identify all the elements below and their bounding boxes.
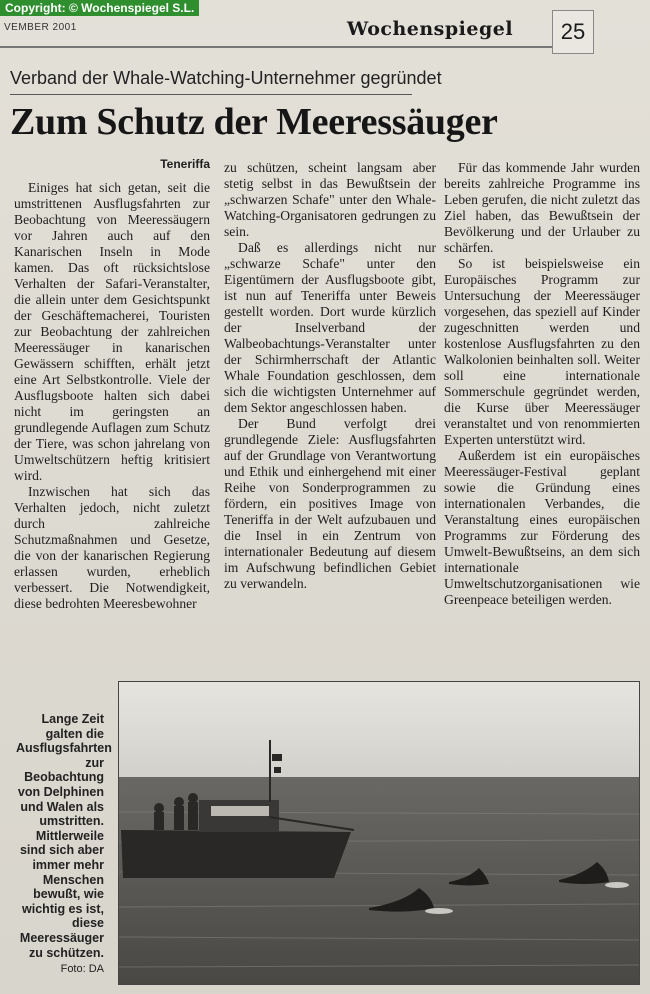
paragraph: Daß es allerdings nicht nur „schwarze Schafe" unter den Eigentümern der Ausflugsboote gibt, ist nun auf Teneriffa unter Beweis gestellt worden. Dort wurde kürzlich der Inselverband der Walbeobachtungs-Veranstalter unter der Schirmherrschaft der Atlantic Whale Foundation geschlossen, dem sich die wichtigsten Unternehmer auf dem Sektor angeschlossen haben. [224,240,436,415]
header-rule [0,46,552,48]
caption-text: Lange Zeit galten die Ausflugsfahrten zur Beobachtung von Delphinen und Walen als umstritten. Mittlerweile sind sich aber immer mehr Menschen bewußt, wie wichtig es ist, diese Meeressäuger zu schützen. [16,712,112,960]
article-kicker: Verband der Whale-Watching-Unternehmer gegründet [10,68,442,88]
article-column-3 [444,160,640,608]
paragraph: Einiges hat sich getan, seit die umstrittenen Ausflugsfahrten zur Beobachtung von Meeressäugern vor Jahren auch auf den Kanarischen Inseln in Mode kamen. Das oft rücksichtslose Verhalten der Safari-Veranstalter, die allein unter dem Gesichtspunkt der Geschäftemacherei, Touristen zur Beobachtung der zahlreichen Meeressäuger in kanarischen Gewässern schifften, erhält jetzt eine Art Selbstkontrolle. Viele der Ausflugsboote halten sich dabei nicht im geringsten an grundlegende Auflagen zum Schutz der Tiere, was schon jahrelang von Umweltschützern heftig kritisiert wird. [14,180,210,483]
page-number: 25 [552,10,594,54]
article-headline: Zum Schutz der Meeressäuger [10,101,498,143]
paragraph: Inzwischen hat sich das Verhalten jedoch, nicht zuletzt durch zahlreiche Schutzmaßnahmen und Gesetze, die von der kanarischen Regierung erlassen wurden, erheblich verbessert. Die Notwendigkeit, diese bedrohten Meeresbewohner [14,484,210,611]
kicker-rule [10,94,412,95]
article-column-1 [14,156,210,612]
paragraph: Für das kommende Jahr wurden bereits zahlreiche Programme ins Leben gerufen, die nicht zuletzt das Ziel haben, das Bewußtsein der Bevölkerung und der Urlauber zu schärfen. [444,160,640,255]
article-column-2 [224,160,436,592]
photo-caption [16,712,112,977]
paragraph: Der Bund verfolgt drei grundlegende Ziele: Ausflugsfahrten auf der Grundlage von Verantwortung und Ethik und einhergehend mit einer Reihe von Sonderprogrammen zu fördern, ein positives Image von Teneriffa in der Welt aufzubauen und die Insel in ein Zentrum von internationaler Bedeutung auf diesem im Aufschwung befindlichen Gebiet zu verwandeln. [224,416,436,591]
copyright-banner: Copyright: © Wochenspiegel S.L. [0,0,199,16]
boat-and-dolphins-image [119,682,639,984]
paragraph: So ist beispielsweise ein Europäisches Programm zur Untersuchung der Meeressäuger vorgesehen, das speziell auf Kinder zugeschnitten werden und kostenlose Ausflugsfahrten zu den Walkolonien beinhalten soll. Weiter soll eine internationale Sommerschule gegründet werden, die Kurse über Meeressäuger veranstaltet und von renommierten Experten unterstützt wird. [444,256,640,447]
dateline: Teneriffa [160,157,210,171]
photo-credit: Foto: DA [60,963,104,976]
paragraph: zu schützen, scheint langsam aber stetig selbst in das Bewußtsein der „schwarzen Schafe" unter den Whale-Watching-Organisatoren gedrungen zu sein. [224,160,436,239]
article-photo [118,681,640,985]
masthead: Wochenspiegel [346,18,514,40]
paragraph: Außerdem ist ein europäisches Meeressäuger-Festival geplant sowie die Gründung eines internationalen Verbandes, die Veranstaltung eines europäischen Programms zur Förderung des Umwelt-Bewußtseins, an dem sich internationale Umweltschutzorganisationen wie Greenpeace beteiligen werden. [444,448,640,607]
issue-date: VEMBER 2001 [4,22,77,33]
